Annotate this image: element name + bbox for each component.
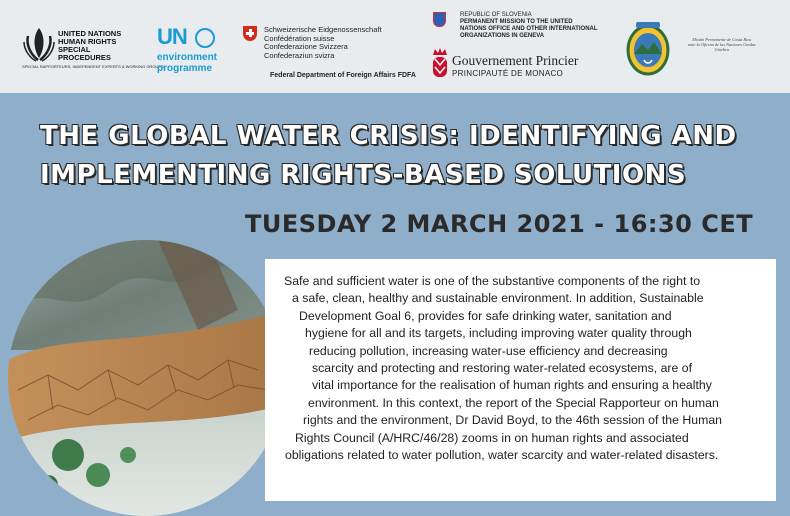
description-line: rights and the environment, Dr David Boyd, to the 46th session of the Human [303,413,723,428]
fdfa-label: Federal Department of Foreign Affairs FDFA [270,72,416,79]
slovenia-crest-icon [433,12,446,27]
description-line: obligations related to water pollution, water scarcity and water-related disasters. [285,448,719,463]
logo-banner [0,0,790,93]
monaco-government-logo: Gouvernement Princier PRINCIPAUTÉ DE MONACO [430,47,600,83]
description-line: Rights Council (A/HRC/46/28) zooms in on human rights and associated [295,430,689,445]
description-line: reducing pollution, increasing water-use efficiency and decreasing [309,343,668,358]
description-line: environment. In this context, the report of the Special Rapporteur on human [308,395,719,410]
costa-rica-coat-of-arms-icon [624,18,672,78]
ohchr-subline: SPECIAL RAPPORTEURS, INDEPENDENT EXPERTS & WORKING GROUPS [22,64,164,69]
description-line: a safe, clean, healthy and sustainable environment. In addition, Sustainable [292,291,704,306]
description-text [280,273,770,464]
ohchr-special-procedures-logo [22,26,164,69]
swiss-cross-icon [243,26,257,41]
description-line: Safe and sufficient water is one of the substantive components of the right to [284,274,701,288]
unep-logo: UN environment programme [157,24,218,74]
description-line: hygiene for all and its targets, including improving water quality through [305,326,692,341]
slovenia-mission-logo: REPUBLIC OF SLOVENIA PERMANENT MISSION TO THE UNITED NATIONS OFFICE AND OTHER INTERNATIONAL ORGANIZATIONS IN GENEVA [433,12,613,48]
un-globe-icon [195,28,215,48]
description-line: Development Goal 6, provides for safe drinking water, sanitation and [299,308,672,323]
event-date: TUESDAY 2 MARCH 2021 - 16:30 CET [245,210,754,238]
event-title [40,117,780,195]
costa-rica-mission-logo: Misión Permanente de Costa Rica ante la Oficina de las Naciones Unidas Ginebra [624,18,774,84]
ohchr-wordmark: UNITED NATIONS HUMAN RIGHTS SPECIAL PROCEDURES [58,29,122,62]
un-laurel-emblem-icon [22,26,56,62]
event-title-line1: THE GLOBAL WATER CRISIS: IDENTIFYING AND [40,121,737,151]
monaco-crown-shield-icon [430,47,450,79]
swiss-fdfa-logo: Schweizerische Eidgenossenschaft Confédération suisse Confederazione Svizzera Confederaziun svizra Federal Department of Foreign Affairs FDFA [243,26,418,81]
event-title-line2: IMPLEMENTING RIGHTS-BASED SOLUTIONS [40,160,687,190]
description-line: vital importance for the realisation of human rights and ensuring a healthy [312,378,712,393]
water-collage-illustration [8,240,284,516]
water-collage-image [8,240,284,516]
description-line: scarcity and protecting and restoring water-related ecosystems, are of [312,361,693,376]
